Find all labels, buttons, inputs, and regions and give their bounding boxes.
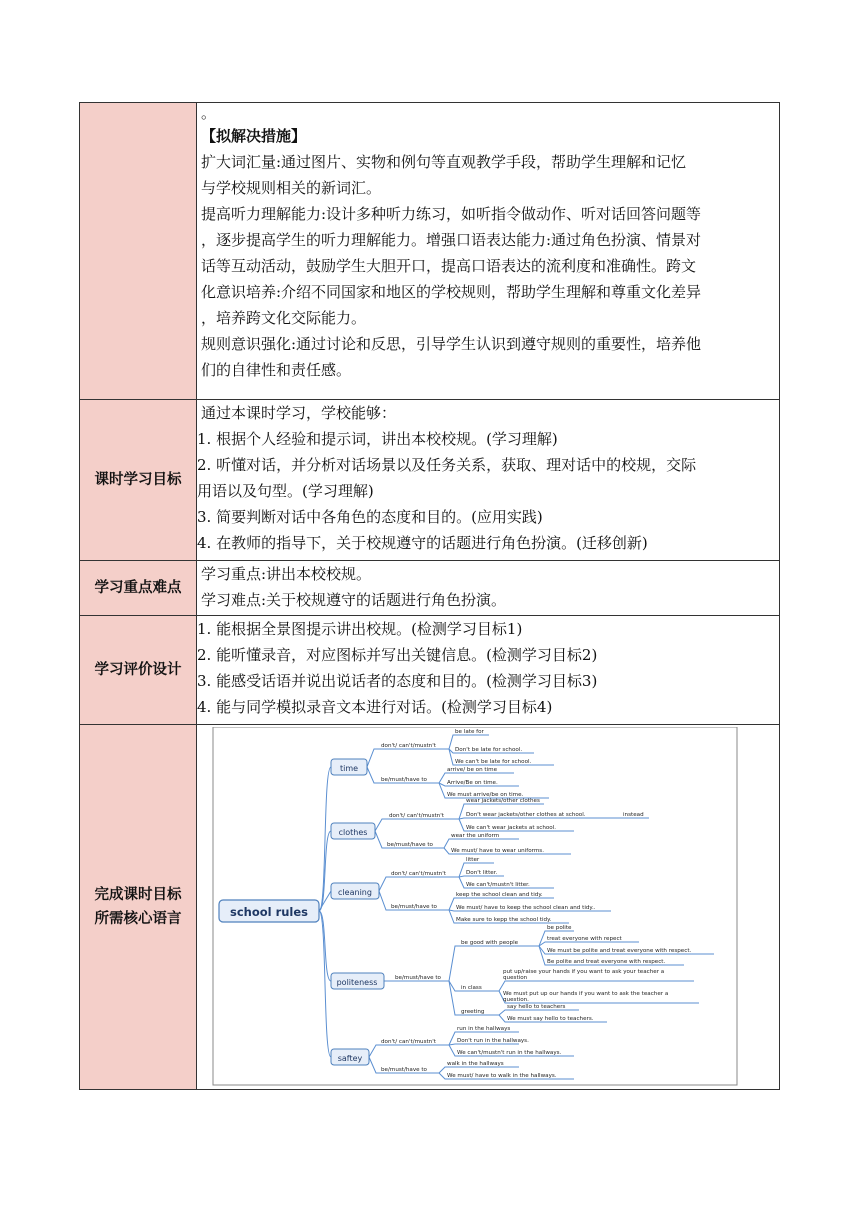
leaf-label: wear the uniform xyxy=(451,833,500,839)
leaf-label: litter xyxy=(466,857,480,863)
evaluation-cell xyxy=(197,616,780,725)
text-line: 规则意识强化:通过讨论和反思，引导学生认识到遵守规则的重要性，培养他 xyxy=(201,335,702,353)
category-label: cleaning xyxy=(338,888,372,897)
branch-label: don't/ can't/mustn't xyxy=(381,743,436,749)
table-row xyxy=(80,725,780,1090)
mindmap-root-label: school rules xyxy=(229,905,309,919)
leaf-label: treat everyone with repect xyxy=(547,936,622,942)
focus-cell xyxy=(197,561,780,616)
branch-label: be good with people xyxy=(461,940,519,946)
branch-label: don't/ can't/mustn't xyxy=(391,871,446,877)
leaf-label: We can't/mustn't run in the hallways. xyxy=(457,1050,562,1056)
text-line: 3. 简要判断对话中各角色的态度和目的。(应用实践) xyxy=(197,508,543,526)
leaf-label: arrive/ be on time xyxy=(447,767,498,773)
category-label: clothes xyxy=(338,828,368,837)
category-label: politeness xyxy=(336,978,378,987)
leaf-label: Don't litter. xyxy=(466,870,498,876)
leaf-label: Make sure to kepp the school tidy. xyxy=(456,917,552,923)
leaf-label: keep the school clean and tidy. xyxy=(456,892,543,898)
text-line: 1. 根据个人经验和提示词，讲出本校校规。(学习理解) xyxy=(197,430,558,448)
text-line: 1. 能根据全景图提示讲出校规。(检测学习目标1) xyxy=(197,620,523,638)
row-label-line: 所需核心语言 xyxy=(94,911,182,927)
text-line: 学习难点:关于校规遵守的话题进行角色扮演。 xyxy=(201,591,507,609)
branch-label: be/must/have to xyxy=(381,777,427,783)
leaf-label: Don't run in the hallways. xyxy=(457,1038,529,1044)
text-line: 话等互动活动，鼓励学生大胆开口，提高口语表达的流利度和准确性。跨文 xyxy=(201,257,697,275)
table-row xyxy=(80,616,780,725)
leaf-label: We must/ have to walk in the hallways. xyxy=(447,1073,557,1079)
leaf-label: We must arrive/be on time. xyxy=(447,792,524,798)
text-line: 。 xyxy=(201,104,217,122)
table-row xyxy=(80,400,780,561)
text-line: 们的自律性和责任感。 xyxy=(201,361,352,379)
text-line: 与学校规则相关的新词汇。 xyxy=(201,179,382,197)
leaf-label: We must/ have to keep the school clean and tidy.. xyxy=(456,905,596,911)
text-line: 提高听力理解能力:设计多种听力练习，如听指令做动作、听对话回答问题等 xyxy=(201,205,702,223)
leaf-label: We must say hello to teachers. xyxy=(507,1016,594,1022)
leaf-label: question xyxy=(503,975,528,981)
category-label: time xyxy=(339,764,359,773)
mindmap-cell xyxy=(197,725,780,1090)
text-line: 扩大词汇量:通过图片、实物和例句等直观教学手段，帮助学生理解和记忆 xyxy=(201,153,687,171)
measures-cell xyxy=(197,103,780,400)
category-label: saftey xyxy=(337,1054,363,1063)
leaf-label: We must/ have to wear uniforms. xyxy=(451,848,544,854)
row-label: 课时学习目标 xyxy=(80,400,197,561)
leaf-label: Don't wear jackets/other clothes at school. xyxy=(466,812,586,818)
leaf-label: We must put up our hands if you want to ask the teacher a xyxy=(503,991,669,997)
leaf-label: We must be polite and treat everyone with respect. xyxy=(547,948,692,954)
leaf-label: Don't be late for school. xyxy=(455,747,523,753)
branch-label: don't/ can't/mustn't xyxy=(381,1039,436,1045)
row-label-empty xyxy=(80,103,197,400)
text-line: 通过本课时学习，学校能够： xyxy=(201,404,397,422)
leaf-label: put up/raise your hands if you want to ask your teacher a xyxy=(503,969,665,975)
leaf-label: say hello to teachers xyxy=(507,1004,566,1010)
text-line: 4. 能与同学模拟录音文本进行对话。(检测学习目标4) xyxy=(197,698,553,716)
branch-label: be/must/have to xyxy=(395,975,441,981)
leaf-label: walk in the hallways xyxy=(447,1061,504,1067)
leaf-label: Arrive/Be on time. xyxy=(447,780,498,786)
school-rules-mindmap xyxy=(199,727,759,1087)
leaf-label: question. xyxy=(503,997,529,1003)
lesson-plan-table xyxy=(79,102,780,1090)
branch-label: greeting xyxy=(461,1009,485,1015)
branch-label: in class xyxy=(461,985,482,991)
leaf-label: Be polite and treat everyone with respect. xyxy=(547,959,666,965)
text-line: 3. 能感受话语并说出说话者的态度和目的。(检测学习目标3) xyxy=(197,672,598,690)
branch-label: don't/ can't/mustn't xyxy=(389,813,444,819)
text-line: 化意识培养:介绍不同国家和地区的学校规则，帮助学生理解和尊重文化差异 xyxy=(201,283,702,301)
text-line: 2. 听懂对话，并分析对话场景以及任务关系，获取、理对话中的校规，交际 xyxy=(197,456,697,474)
branch-label: be/must/have to xyxy=(391,904,437,910)
row-label: 学习重点难点 xyxy=(80,561,197,616)
leaf-label: be late for xyxy=(455,729,484,735)
leaf-label: We can't/mustn't litter. xyxy=(466,882,530,888)
text-line: 用语以及句型。(学习理解) xyxy=(197,482,374,500)
text-line: 2. 能听懂录音，对应图标并写出关键信息。(检测学习目标2) xyxy=(197,646,598,664)
leaf-label: We can't wear jackets at school. xyxy=(466,825,557,831)
branch-label: be/must/have to xyxy=(387,842,433,848)
branch-label: be/must/have to xyxy=(381,1067,427,1073)
section-heading: 【拟解决措施】 xyxy=(201,127,307,145)
text-line: 学习重点:讲出本校校规。 xyxy=(201,565,372,583)
objectives-cell xyxy=(197,400,780,561)
row-label xyxy=(80,725,197,1090)
mindmap-image xyxy=(199,727,759,1087)
leaf-label: instead xyxy=(623,812,644,818)
leaf-label: be polite xyxy=(547,925,572,931)
leaf-label: We can't be late for school. xyxy=(455,759,532,765)
text-line: 4. 在教师的指导下，关于校规遵守的话题进行角色扮演。(迁移创新) xyxy=(197,534,648,552)
table-row xyxy=(80,561,780,616)
text-line: ，逐步提高学生的听力理解能力。增强口语表达能力:通过角色扮演、情景对 xyxy=(201,231,702,249)
text-line: ，培养跨文化交际能力。 xyxy=(201,309,367,327)
leaf-label: wear jackets/other clothes xyxy=(466,798,540,804)
row-label: 学习评价设计 xyxy=(80,616,197,725)
row-label-line: 完成课时目标 xyxy=(94,887,182,903)
table-row xyxy=(80,103,780,400)
leaf-label: run in the hallways xyxy=(457,1026,511,1032)
